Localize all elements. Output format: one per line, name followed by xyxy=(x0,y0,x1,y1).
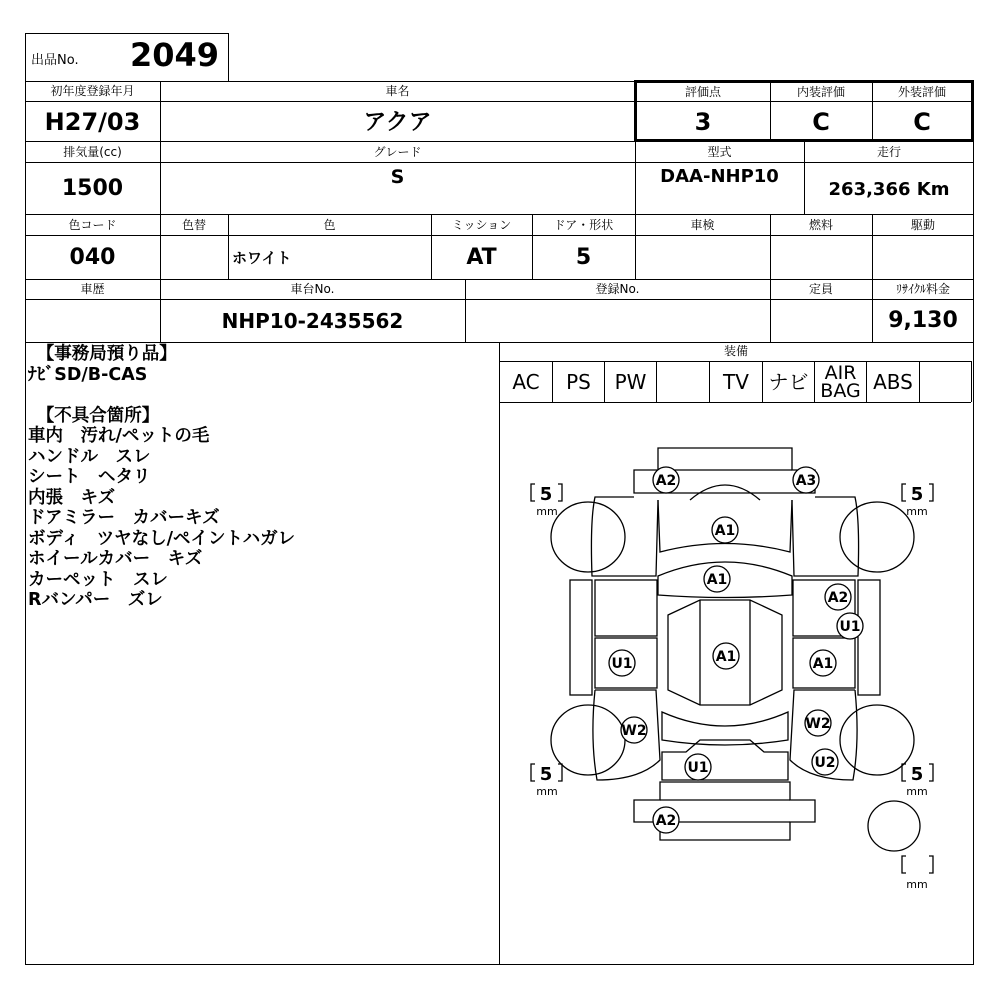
note-line xyxy=(28,385,498,406)
header-door: ドア・形状 xyxy=(553,218,614,232)
note-line: 【事務局預り品】 xyxy=(28,344,177,364)
note-line: 車内 汚れ/ペットの毛 xyxy=(28,426,210,446)
header-color-code: 色コード xyxy=(68,218,117,232)
tread-front-left: 5 xyxy=(539,484,553,505)
header-inspection: 車検 xyxy=(690,218,715,232)
value-recycle: 9,130 xyxy=(888,308,958,333)
equip-ps: PS xyxy=(552,362,604,402)
header-first-reg: 初年度登録年月 xyxy=(50,84,135,98)
value-chassis: NHP10-2435562 xyxy=(221,309,404,333)
right-front-fender xyxy=(792,497,859,576)
header-car-name: 車名 xyxy=(385,84,410,98)
svg-text:W2: W2 xyxy=(621,723,647,739)
unit-mm: mm xyxy=(536,785,558,798)
header-color-change: 色替 xyxy=(181,218,206,232)
tire-front-right xyxy=(840,502,914,572)
right-side-sill xyxy=(858,580,880,695)
svg-text:W2: W2 xyxy=(805,716,831,732)
unit-mm: mm xyxy=(906,505,928,518)
unit-mm: mm xyxy=(906,878,928,891)
left-side-sill xyxy=(570,580,592,695)
damage-mark xyxy=(812,749,838,775)
header-interior: 内装評価 xyxy=(796,85,845,99)
header-recycle: ﾘｻｲｸﾙ料金 xyxy=(895,282,950,296)
header-color: 色 xyxy=(323,218,336,232)
header-capacity: 定員 xyxy=(808,282,833,296)
note-line: Rバンパー ズレ xyxy=(28,590,163,610)
value-car-name: アクア xyxy=(363,109,432,135)
value-grade: S xyxy=(390,166,405,188)
note-line: 【不具合箇所】 xyxy=(28,405,160,426)
damage-mark xyxy=(805,710,831,736)
svg-text:U1: U1 xyxy=(687,760,709,776)
damage-mark xyxy=(653,467,679,493)
svg-text:A2: A2 xyxy=(827,590,849,606)
value-mileage: 263,366 Km xyxy=(828,179,950,200)
svg-text:U1: U1 xyxy=(839,619,861,635)
note-line: ホイールカバー キズ xyxy=(28,549,203,569)
tread-rear-left: 5 xyxy=(539,764,553,785)
value-color: ホワイト xyxy=(232,249,292,267)
note-line: 内張 キズ xyxy=(28,487,116,508)
header-chassis: 車台No. xyxy=(290,282,335,296)
note-line: シート ヘタリ xyxy=(28,467,151,487)
header-equipment: 装備 xyxy=(723,344,748,358)
note-line: カーペット スレ xyxy=(28,569,168,590)
equip-navi: ナビ xyxy=(762,362,814,402)
lot-label: 出品No. xyxy=(31,53,79,68)
value-transmission: AT xyxy=(466,245,497,270)
car-damage-diagram xyxy=(500,403,972,963)
header-drive: 駆動 xyxy=(910,218,935,232)
tread-front-right: 5 xyxy=(910,484,924,505)
damage-mark xyxy=(712,517,738,543)
value-color-code: 040 xyxy=(69,245,116,270)
equip-tv: TV xyxy=(709,362,762,402)
header-transmission: ミッション xyxy=(451,218,512,232)
equip-blank xyxy=(656,362,709,402)
equip-abs: ABS xyxy=(866,362,919,402)
svg-text:A1: A1 xyxy=(812,656,834,672)
value-displacement: 1500 xyxy=(61,176,124,201)
value-exterior: C xyxy=(913,108,931,136)
svg-text:A1: A1 xyxy=(714,523,736,539)
damage-mark xyxy=(653,807,679,833)
rule xyxy=(25,299,974,300)
value-door: 5 xyxy=(575,245,592,270)
header-fuel: 燃料 xyxy=(808,218,833,232)
note-line: ドアミラー カバーキズ xyxy=(28,508,220,528)
equip-ac: AC xyxy=(499,362,552,402)
equip-pw: PW xyxy=(604,362,656,402)
svg-text:A1: A1 xyxy=(706,572,728,588)
value-score: 3 xyxy=(694,108,712,136)
tread-rear-right: 5 xyxy=(910,764,924,785)
equip-airbag: AIR BAG xyxy=(814,362,866,402)
header-reg-no: 登録No. xyxy=(595,282,640,296)
header-mileage: 走行 xyxy=(876,145,901,159)
damage-mark xyxy=(621,717,647,743)
damage-mark xyxy=(704,566,730,592)
damage-mark xyxy=(793,467,819,493)
notes-panel xyxy=(28,344,498,611)
header-score: 評価点 xyxy=(684,85,721,99)
header-displacement: 排気量(cc) xyxy=(63,145,122,159)
damage-mark xyxy=(713,643,739,669)
unit-mm: mm xyxy=(536,505,558,518)
tire-spare xyxy=(868,801,920,851)
svg-text:U1: U1 xyxy=(611,656,633,672)
svg-text:A3: A3 xyxy=(795,473,817,489)
unit-mm: mm xyxy=(906,785,928,798)
value-interior: C xyxy=(812,108,830,136)
note-line: ハンドル スレ xyxy=(28,446,151,467)
svg-text:U2: U2 xyxy=(814,755,836,771)
rule xyxy=(971,361,972,402)
lot-number: 2049 xyxy=(130,36,220,74)
damage-mark xyxy=(825,584,851,610)
header-history: 車歴 xyxy=(80,282,105,296)
left-front-door xyxy=(595,580,657,636)
rule xyxy=(25,162,635,163)
damage-mark xyxy=(609,650,635,676)
equip-blank xyxy=(919,362,971,402)
damage-mark xyxy=(685,754,711,780)
damage-mark xyxy=(837,613,863,639)
trunk xyxy=(662,740,788,780)
tire-front-left xyxy=(551,502,625,572)
header-model: 型式 xyxy=(707,145,732,159)
svg-text:A1: A1 xyxy=(715,649,737,665)
damage-mark xyxy=(810,650,836,676)
header-exterior: 外装評価 xyxy=(897,85,946,99)
header-grade: グレード xyxy=(373,145,422,159)
rule xyxy=(25,235,974,236)
note-line: ボディ ツヤなし/ペイントハガレ xyxy=(28,528,296,549)
value-first-reg: H27/03 xyxy=(44,108,141,136)
value-model: DAA-NHP10 xyxy=(660,166,779,187)
svg-text:A2: A2 xyxy=(655,813,677,829)
note-line: ﾅﾋﾞSD/B-CAS xyxy=(28,364,148,385)
svg-text:A2: A2 xyxy=(655,473,677,489)
